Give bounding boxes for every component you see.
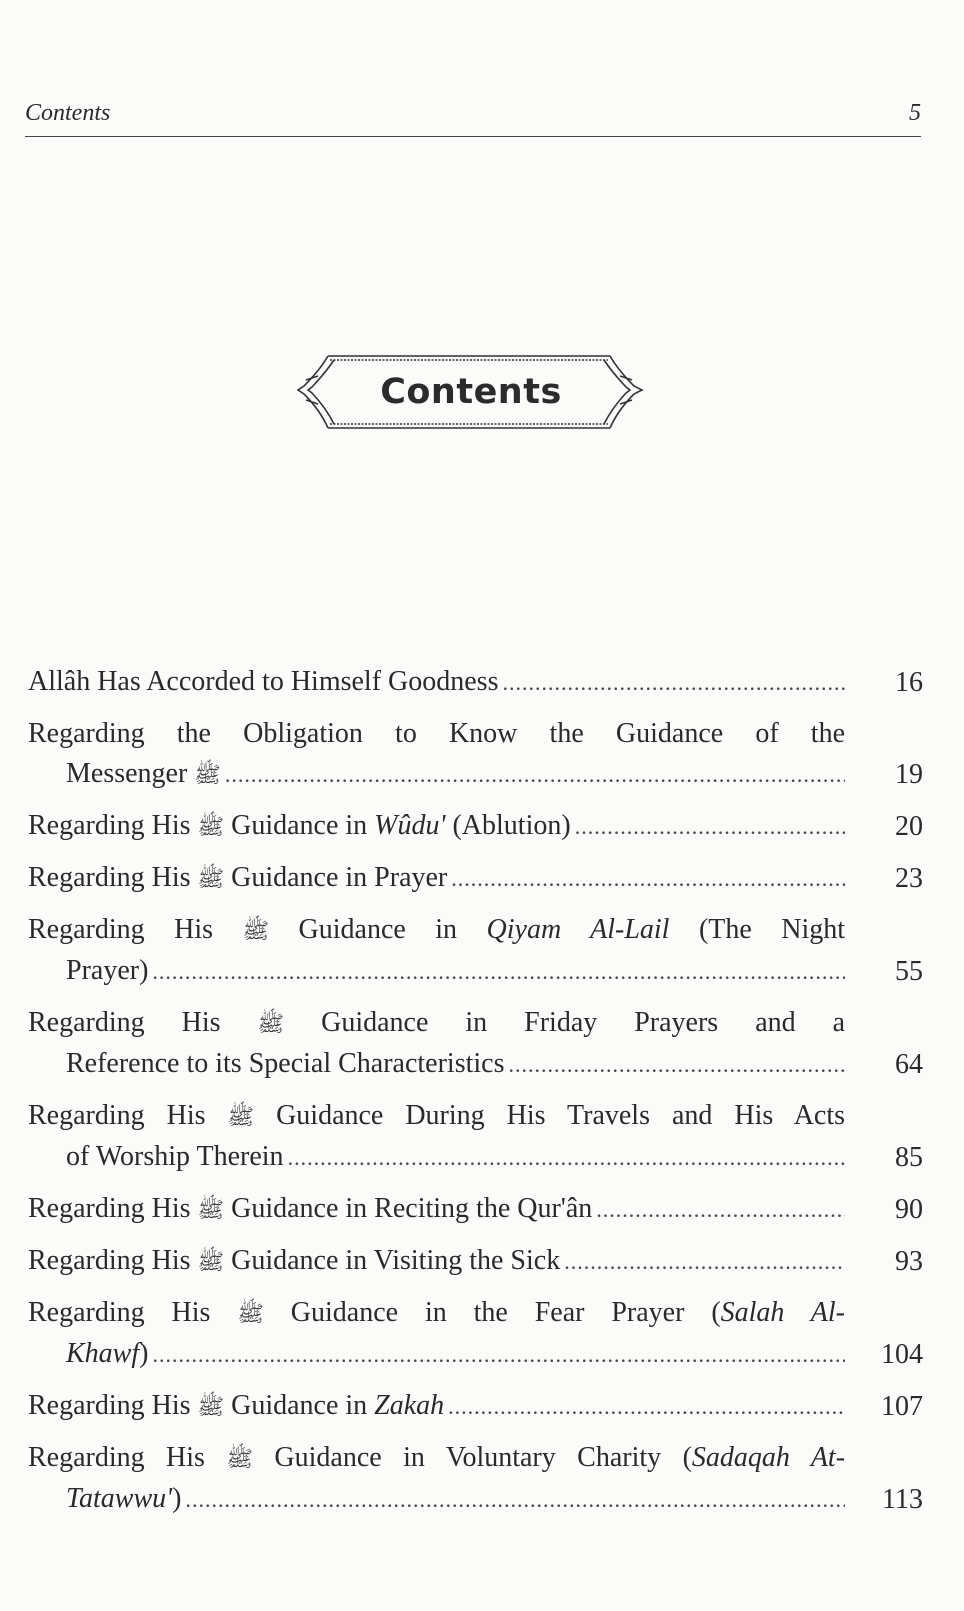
entry-title-prefix: Regarding His (28, 1442, 205, 1473)
entry-title-prefix: Regarding His (28, 914, 213, 945)
honorific-icon: ﷺ (257, 1011, 285, 1036)
entry-page-number: 85 (895, 1142, 923, 1173)
toc-entry[interactable] (28, 1386, 923, 1427)
toc-entry[interactable] (28, 858, 923, 899)
entry-page-number: 104 (881, 1339, 923, 1370)
entry-title-continuation: of Worship Therein (66, 1141, 284, 1172)
toc-entry[interactable] (28, 1293, 923, 1375)
entry-title-italic: Salah Al- (720, 1297, 846, 1328)
honorific-icon: ﷺ (226, 1446, 253, 1471)
entry-title: Guidance in Visiting the Sick (231, 1245, 561, 1276)
entry-title-prefix: Regarding His (28, 1007, 221, 1038)
toc-entry[interactable] (28, 662, 923, 703)
dot-leader (225, 755, 845, 795)
entry-title-continuation-italic: Khawf (66, 1338, 140, 1369)
toc-entry[interactable] (28, 1096, 923, 1178)
dot-leader (448, 1387, 845, 1427)
entry-title-italic: Sadaqah At- (691, 1442, 846, 1473)
honorific-icon: ﷺ (197, 1249, 225, 1274)
entry-title-italic: Qiyam Al-Lail (486, 914, 670, 945)
entry-page-number: 19 (895, 759, 923, 790)
entry-page-number: 23 (895, 863, 923, 894)
entry-title: Guidance in the Fear Prayer ( (290, 1297, 721, 1328)
entry-title-prefix: Regarding His (28, 1100, 206, 1131)
entry-title: Guidance During His Travels and His Acts (276, 1100, 846, 1131)
entry-title-prefix: Regarding His (28, 810, 191, 841)
toc-entry[interactable] (28, 910, 923, 992)
entry-page-number: 64 (895, 1049, 923, 1080)
honorific-icon: ﷺ (242, 918, 270, 943)
entry-title-prefix: Regarding His (28, 1297, 211, 1328)
entry-title: Guidance in (231, 810, 368, 841)
entry-page-number: 107 (881, 1391, 923, 1422)
entry-title-suffix: (The Night (698, 914, 846, 945)
honorific-icon: ﷺ (194, 762, 221, 787)
entry-title-continuation: ) (172, 1483, 182, 1514)
entry-title: Guidance in Reciting the Qur'ân (231, 1193, 593, 1224)
toc-entry[interactable] (28, 1438, 923, 1520)
toc-entry[interactable] (28, 714, 923, 795)
dot-leader (564, 1242, 845, 1282)
entry-title: Guidance in Voluntary Charity ( (274, 1442, 692, 1473)
table-of-contents (28, 662, 923, 1531)
entry-title-prefix: Regarding His (28, 1245, 191, 1276)
dot-leader (575, 807, 845, 847)
entry-page-number: 16 (895, 667, 923, 698)
toc-entry[interactable] (28, 806, 923, 847)
entry-title-continuation: ) (139, 1338, 149, 1369)
dot-leader (152, 1335, 845, 1375)
honorific-icon: ﷺ (197, 814, 225, 839)
honorific-icon: ﷺ (197, 866, 225, 891)
dot-leader (502, 663, 845, 703)
dot-leader (451, 859, 845, 899)
entry-title: Guidance in Prayer (231, 862, 448, 893)
honorific-icon: ﷺ (227, 1104, 255, 1129)
toc-entry[interactable] (28, 1003, 923, 1085)
entry-title-continuation-italic: Tatawwu' (66, 1483, 173, 1514)
toc-entry[interactable] (28, 1241, 923, 1282)
title-banner (296, 350, 646, 434)
honorific-icon: ﷺ (197, 1394, 225, 1419)
entry-title-line: Regarding the Obligation to Know the Guidance of the (28, 718, 845, 749)
entry-title-continuation: Prayer) (66, 955, 149, 986)
honorific-icon: ﷺ (237, 1301, 264, 1326)
entry-page-number: 55 (895, 956, 923, 987)
dot-leader (288, 1138, 845, 1178)
entry-title: Guidance in (231, 1390, 368, 1421)
entry-title-italic: Zakah (374, 1390, 445, 1421)
entry-title-prefix: Regarding His (28, 1193, 191, 1224)
entry-title: Guidance in Friday Prayers and a (321, 1007, 846, 1038)
page-title: Contents (380, 372, 562, 412)
entry-title: Allâh Has Accorded to Himself Goodness (28, 666, 499, 697)
entry-title-prefix: Regarding His (28, 1390, 191, 1421)
entry-title-suffix: (Ablution) (452, 810, 571, 841)
entry-page-number: 93 (895, 1246, 923, 1277)
entry-page-number: 20 (895, 811, 923, 842)
dot-leader (185, 1480, 845, 1520)
running-head-label: Contents (25, 100, 111, 126)
dot-leader (508, 1045, 845, 1085)
toc-entry[interactable] (28, 1189, 923, 1230)
entry-page-number: 90 (895, 1194, 923, 1225)
entry-title-italic: Wûdu' (374, 810, 446, 841)
entry-title: Guidance in (298, 914, 458, 945)
running-head-page-number: 5 (909, 100, 921, 126)
dot-leader (152, 952, 845, 992)
dot-leader (596, 1190, 845, 1230)
running-head (25, 100, 921, 137)
entry-title-continuation: Messenger (66, 758, 188, 789)
entry-title-continuation: Reference to its Special Characteristics (66, 1048, 505, 1079)
entry-page-number: 113 (882, 1484, 923, 1515)
honorific-icon: ﷺ (197, 1197, 225, 1222)
entry-title-prefix: Regarding His (28, 862, 191, 893)
